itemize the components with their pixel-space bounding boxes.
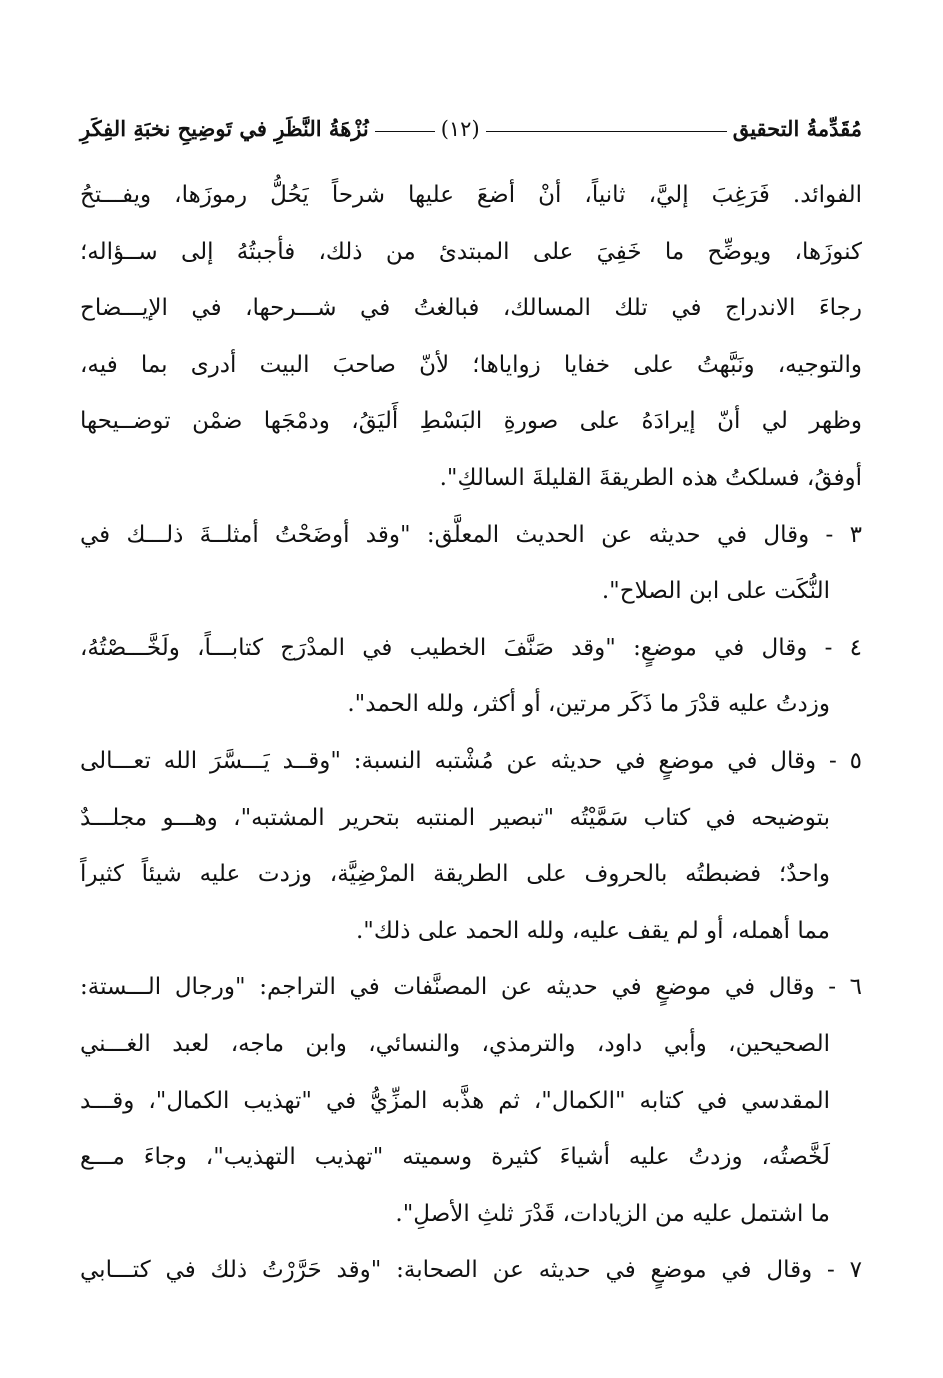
header-rule-right bbox=[486, 131, 727, 132]
text-line: النُّكَت على ابن الصلاح". bbox=[601, 578, 830, 605]
text-line: ما اشتمل عليه من الزيادات، قَدْرَ ثلثِ الأصلِ". bbox=[395, 1200, 830, 1227]
text-line: رجاءَ الاندراج في تلك المسالك، فبالغتُ في شـــرحها، في الإيـــضاح bbox=[80, 295, 862, 322]
text-line: مما أهمله، أو لم يقف عليه، ولله الحمد على ذلك". bbox=[355, 917, 830, 944]
text-line: والتوجيه، ونَبَّهتُ على خفايا زواياها؛ لأنّ صاحبَ البيت أدرى بما فيه، bbox=[80, 351, 862, 378]
list-item-line: ٤ - وقال في موضعٍ: "وقد صَنَّفَ الخطيب في المدْرَج كتابـــاً، ولَخَّـــصْتُهُ، bbox=[80, 634, 862, 661]
text-line: وظهر لي أنّ إيرادَهُ على صورةِ البَسْطِ أَليَقُ، ودمْجَها ضمْن توضــيحها bbox=[80, 408, 862, 435]
list-item-line: ٧ - وقال في موضعٍ في حديثه عن الصحابة: "وقد حَرَّرْتُ ذلك في كتـــابي bbox=[80, 1257, 862, 1284]
text-line: وزدتُ عليه قدْرَ ما ذَكَر مرتين، أو أكثر، ولله الحمد". bbox=[347, 691, 830, 718]
text-line: أوفقُ، فسلكتُ هذه الطريقةَ القليلةَ السالكِ". bbox=[439, 464, 862, 491]
text-line: المقدسي في كتابه "الكمال"، ثم هذَّبه المزِّيُّ في "تهذيب الكمال"، وقـــد bbox=[80, 1087, 830, 1114]
header-left-title: نُزْهَةُ النَّظَرِ في تَوضِيحِ نخبَةِ الفِكَرِ bbox=[80, 116, 369, 141]
body-text bbox=[80, 167, 862, 1299]
list-item-line: ٦ - وقال في موضعٍ في حديثه عن المصنَّفات في التراجم: "ورجال الـــستة: bbox=[80, 974, 862, 1001]
list-item-line: ٣ - وقال في حديثه عن الحديث المعلَّق: "وقد أوضَحْتُ أمثلــةَ ذلـــك في bbox=[80, 521, 862, 548]
running-header bbox=[80, 112, 862, 146]
text-line: كنوزَها، ويوضِّح ما خَفِيَ على المبتدئ من ذلك، فأجبتُهُ إلى ســؤاله؛ bbox=[80, 238, 862, 265]
header-right-title: مُقَدِّمةُ التحقيق bbox=[732, 116, 862, 141]
text-line: لَخَّصتُه، وزدتُ عليه أشياءَ كثيرة وسميته "تهذيب التهذيب"، وجاءَ مـــع bbox=[80, 1144, 830, 1171]
list-item-line: ٥ - وقال في موضعٍ في حديثه عن مُشْتبه النسبة: "وقــد يَـــسَّرَ الله تعـــالى bbox=[80, 747, 862, 774]
text-line: الصحيحين، وأبي داود، والترمذي، والنسائي، وابن ماجه، لعبد الغـــني bbox=[80, 1030, 830, 1057]
text-line: واحدٌ؛ فضبطتُه بالحروف على الطريقة المرْضِيَّة، وزدت عليه شيئاً كثيراً bbox=[80, 861, 830, 888]
text-line: الفوائد. فَرَغِبَ إليَّ، ثانياً، أنْ أضعَ عليها شرحاً يَحُلُّ رموزَها، ويفـــتحُ bbox=[80, 182, 862, 208]
text-line: بتوضيحه في كتاب سَمَّيْتُه "تبصير المنتبه بتحرير المشتبه"، وهـــو مجلـــدٌ bbox=[80, 804, 830, 831]
page-number: (١٢) bbox=[440, 117, 480, 141]
header-rule-left bbox=[375, 131, 435, 132]
